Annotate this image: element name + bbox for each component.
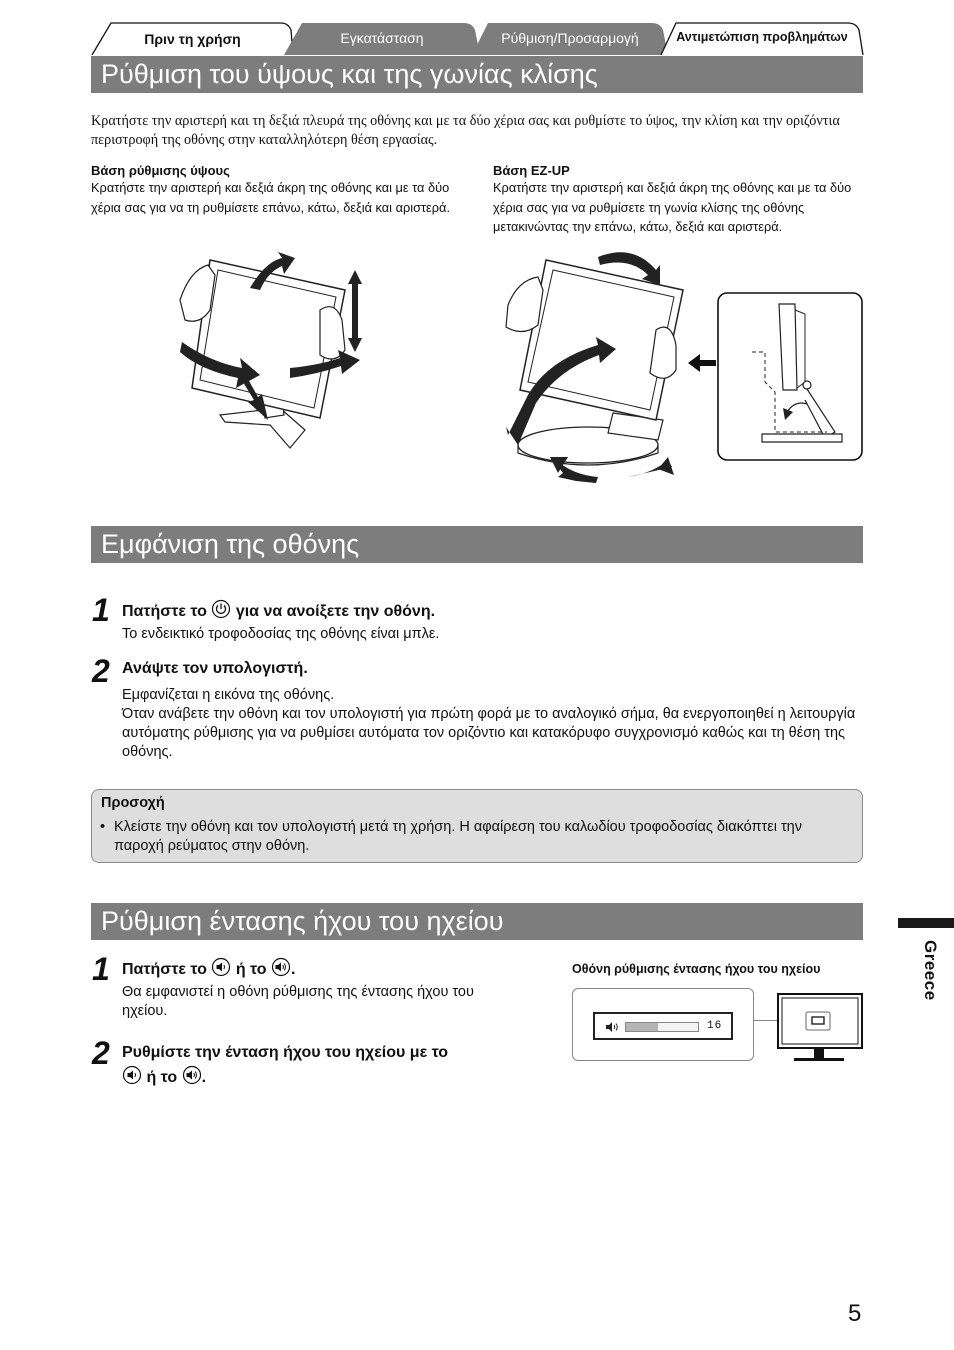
height-stand-illustration (170, 250, 380, 455)
step-text: Το ενδεικτικό τροφοδοσίας της οθόνης είναι μπλε. (122, 626, 440, 642)
step-number: 1 (92, 951, 110, 987)
monitor-thumbnail (776, 992, 864, 1064)
step-title-line: Ρυθμίστε την ένταση ήχου του ηχείου με το (122, 1044, 449, 1061)
volume-osd-panel (593, 1012, 733, 1040)
step-title-mid: ή το (235, 961, 267, 978)
section-intro: Κρατήστε την αριστερή και τη δεξιά πλευρά της οθόνης και με τα δύο χέρια σας και ρυθμίστε το ύψος, την κλίση και την οριζόντια περιστροφή της οθόνης στην καταλληλότερη θέση εργασίας. (91, 113, 840, 148)
caution-box (91, 789, 863, 863)
ezup-stand-title: Βάση EZ-UP (493, 163, 570, 178)
step-text-paragraph: Όταν ανάβετε την οθόνη και τον υπολογιστή για πρώτη φορά με το αναλογικό σήμα, θα ενεργοποιηθεί η λειτουργία αυτόματης ρύθμισης για να ρυθμίσει αυτόματα τον οριζόντιο και κατακόρυφο συγχρονισμό καθώς και τη θέση της οθόνης. (122, 706, 856, 760)
section-title-volume: Ρύθμιση έντασης ήχου του ηχείου (91, 903, 863, 940)
tab-label: Αντιμετώπιση προβλημάτων (676, 30, 848, 44)
page-number: 5 (848, 1300, 862, 1327)
caution-bullet: • (100, 819, 106, 835)
ezup-stand-block (493, 163, 863, 237)
volume-value: 16 (707, 1020, 723, 1032)
caution-text (100, 818, 850, 856)
step-title (122, 599, 435, 621)
ezup-stand-illustration (488, 245, 688, 490)
power-icon (211, 599, 231, 619)
ezup-side-view-inset (717, 292, 863, 461)
step-title-mid: ή το (146, 1069, 178, 1086)
tab-settings[interactable] (472, 22, 668, 55)
tab-label: Εγκατάσταση (340, 29, 424, 46)
height-stand-text: Κρατήστε την αριστερή και δεξιά άκρη της οθόνης και με τα δύο χέρια σας για να τη ρυθμίσετε επάνω, κάτω, δεξιά και αριστερά. (91, 180, 450, 215)
tab-installation[interactable] (284, 22, 480, 55)
step-text-line: Εμφανίζεται η εικόνα της οθόνης. (122, 687, 335, 703)
step-title-post: . (201, 1069, 207, 1086)
height-stand-title: Βάση ρύθμισης ύψους (91, 163, 230, 178)
caution-body: Κλείστε την οθόνη και τον υπολογιστή μετά τη χρήση. Η αφαίρεση του καλωδίου τροφοδοσίας διακόπτει την παροχή ρεύματος στην οθόνη. (114, 819, 802, 854)
tab-label: Ρύθμιση/Προσαρμογή (501, 29, 639, 46)
language-side-label (920, 940, 940, 1010)
volume-osd-frame (572, 988, 754, 1061)
step-text (122, 686, 862, 762)
caution-title: Προσοχή (101, 795, 165, 811)
volume-slider-fill (626, 1023, 658, 1031)
step-title (122, 957, 295, 979)
section-title-display: Εμφάνιση της οθόνης (91, 526, 863, 563)
step-text: Θα εμφανιστεί η οθόνη ρύθμισης της έντασης ήχου του ηχείου. (122, 984, 474, 1019)
step-title-post: για να ανοίξετε την οθόνη. (235, 603, 436, 620)
section-title-height-tilt: Ρύθμιση του ύψους και της γωνίας κλίσης (91, 56, 863, 93)
volume-slider-track[interactable] (625, 1022, 699, 1032)
step-title (122, 1041, 542, 1090)
volume-figure-caption: Οθόνη ρύθμισης έντασης ήχου του ηχείου (572, 962, 821, 976)
arrow-left-icon (686, 352, 718, 374)
volume-down-icon (211, 957, 231, 977)
tab-label: Πριν τη χρήση (144, 30, 241, 47)
volume-up-icon (271, 957, 291, 977)
step-title-pre: Πατήστε το (122, 603, 207, 620)
volume-up-icon (182, 1065, 202, 1085)
step-number: 2 (92, 1035, 110, 1071)
tab-before-use[interactable] (91, 22, 294, 55)
language-label: Greece (921, 940, 940, 1001)
step-number: 2 (92, 653, 110, 689)
volume-down-icon (122, 1065, 142, 1085)
step-title: Ανάψτε τον υπολογιστή. (122, 660, 308, 677)
step-title-post: . (290, 961, 296, 978)
height-stand-block (91, 163, 461, 217)
speaker-icon (605, 1021, 619, 1033)
ezup-stand-text: Κρατήστε την αριστερή και δεξιά άκρη της οθόνης και με τα δύο χέρια σας για να ρυθμίσετε τη γωνία κλίσης της οθόνης μετακινώντας την επάνω, κάτω, δεξιά και αριστερά. (493, 180, 852, 234)
step-title-line2 (122, 1065, 542, 1090)
language-side-marker (898, 918, 954, 928)
tab-troubleshooting[interactable] (660, 22, 864, 55)
step-number: 1 (92, 592, 110, 628)
step-title-pre: Πατήστε το (122, 961, 207, 978)
